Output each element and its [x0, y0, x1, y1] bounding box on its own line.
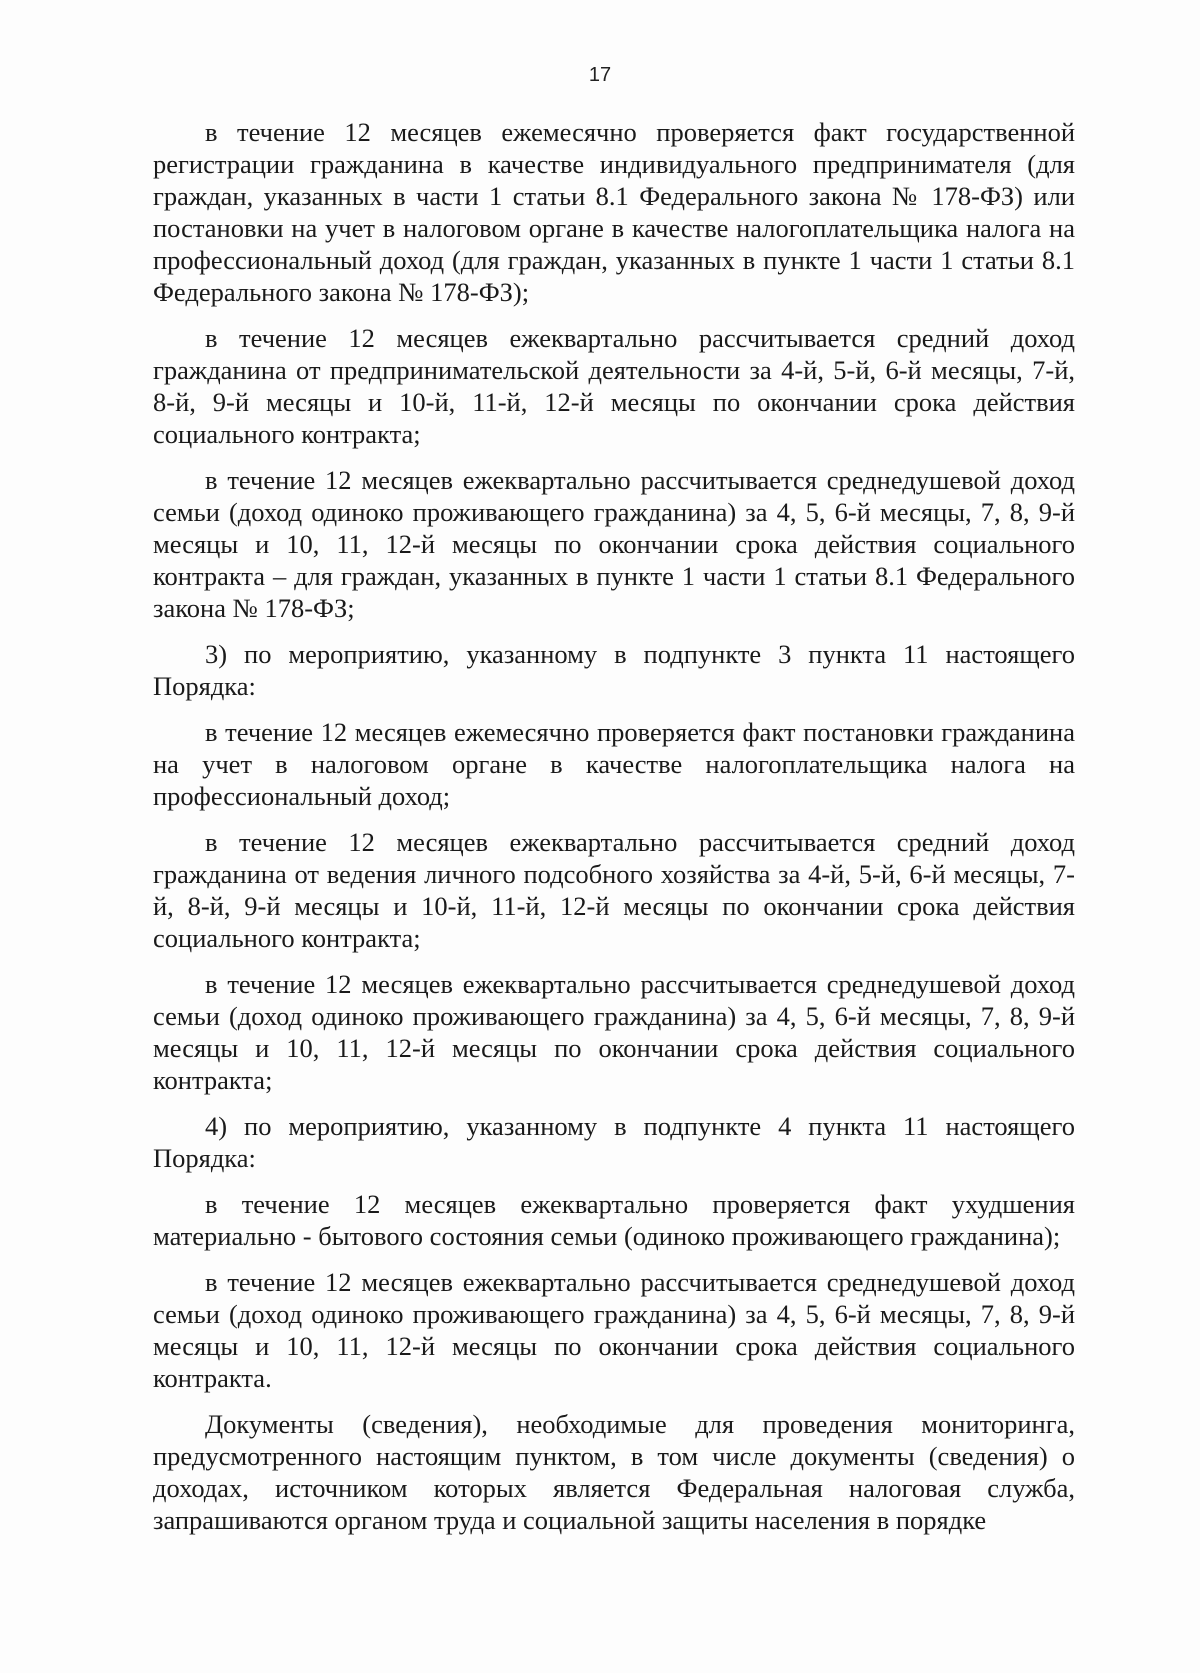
paragraph: в течение 12 месяцев ежеквартально рассчитывается среднедушевой доход семьи (доход одиноко проживающего гражданина) за 4, 5, 6-й месяцы, 7, 8, 9-й месяцы и 10, 11, 12-й месяцы по окончании срока действия социального контракта.	[153, 1267, 1075, 1393]
paragraph: в течение 12 месяцев ежеквартально проверяется факт ухудшения материально - бытового состояния семьи (одиноко проживающего гражданина);	[153, 1189, 1075, 1251]
document-body	[153, 116, 1075, 1536]
page-number: 17	[588, 64, 612, 86]
paragraph: в течение 12 месяцев ежемесячно проверяется факт постановки гражданина на учет в налоговом органе в качестве налогоплательщика налога на профессиональный доход;	[153, 717, 1075, 811]
paragraph: 4) по мероприятию, указанному в подпункте 4 пункта 11 настоящего Порядка:	[153, 1111, 1075, 1173]
paragraph: в течение 12 месяцев ежеквартально рассчитывается средний доход гражданина от предпринимательской деятельности за 4-й, 5-й, 6-й месяцы, 7-й, 8-й, 9-й месяцы и 10-й, 11-й, 12-й месяцы по окончании срока действия социального контракта;	[153, 323, 1075, 449]
paragraph: 3) по мероприятию, указанному в подпункте 3 пункта 11 настоящего Порядка:	[153, 639, 1075, 701]
paragraph: в течение 12 месяцев ежеквартально рассчитывается среднедушевой доход семьи (доход одиноко проживающего гражданина) за 4, 5, 6-й месяцы, 7, 8, 9-й месяцы и 10, 11, 12-й месяцы по окончании срока действия социального контракта – для граждан, указанных в пункте 1 части 1 статьи 8.1 Федерального закона № 178-ФЗ;	[153, 465, 1075, 623]
paragraph: в течение 12 месяцев ежеквартально рассчитывается среднедушевой доход семьи (доход одиноко проживающего гражданина) за 4, 5, 6-й месяцы, 7, 8, 9-й месяцы и 10, 11, 12-й месяцы по окончании срока действия социального контракта;	[153, 969, 1075, 1095]
paragraph: в течение 12 месяцев ежеквартально рассчитывается средний доход гражданина от ведения личного подсобного хозяйства за 4-й, 5-й, 6-й месяцы, 7-й, 8-й, 9-й месяцы и 10-й, 11-й, 12-й месяцы по окончании срока действия социального контракта;	[153, 827, 1075, 953]
paragraph: Документы (сведения), необходимые для проведения мониторинга, предусмотренного настоящим пунктом, в том числе документы (сведения) о доходах, источником которых является Федеральная налоговая служба, запрашиваются органом труда и социальной защиты населения в порядке	[153, 1409, 1075, 1535]
paragraph: в течение 12 месяцев ежемесячно проверяется факт государственной регистрации гражданина в качестве индивидуального предпринимателя (для граждан, указанных в части 1 статьи 8.1 Федерального закона № 178-ФЗ) или постановки на учет в налоговом органе в качестве налогоплательщика налога на профессиональный доход (для граждан, указанных в пункте 1 части 1 статьи 8.1 Федерального закона № 178-ФЗ);	[153, 117, 1075, 307]
